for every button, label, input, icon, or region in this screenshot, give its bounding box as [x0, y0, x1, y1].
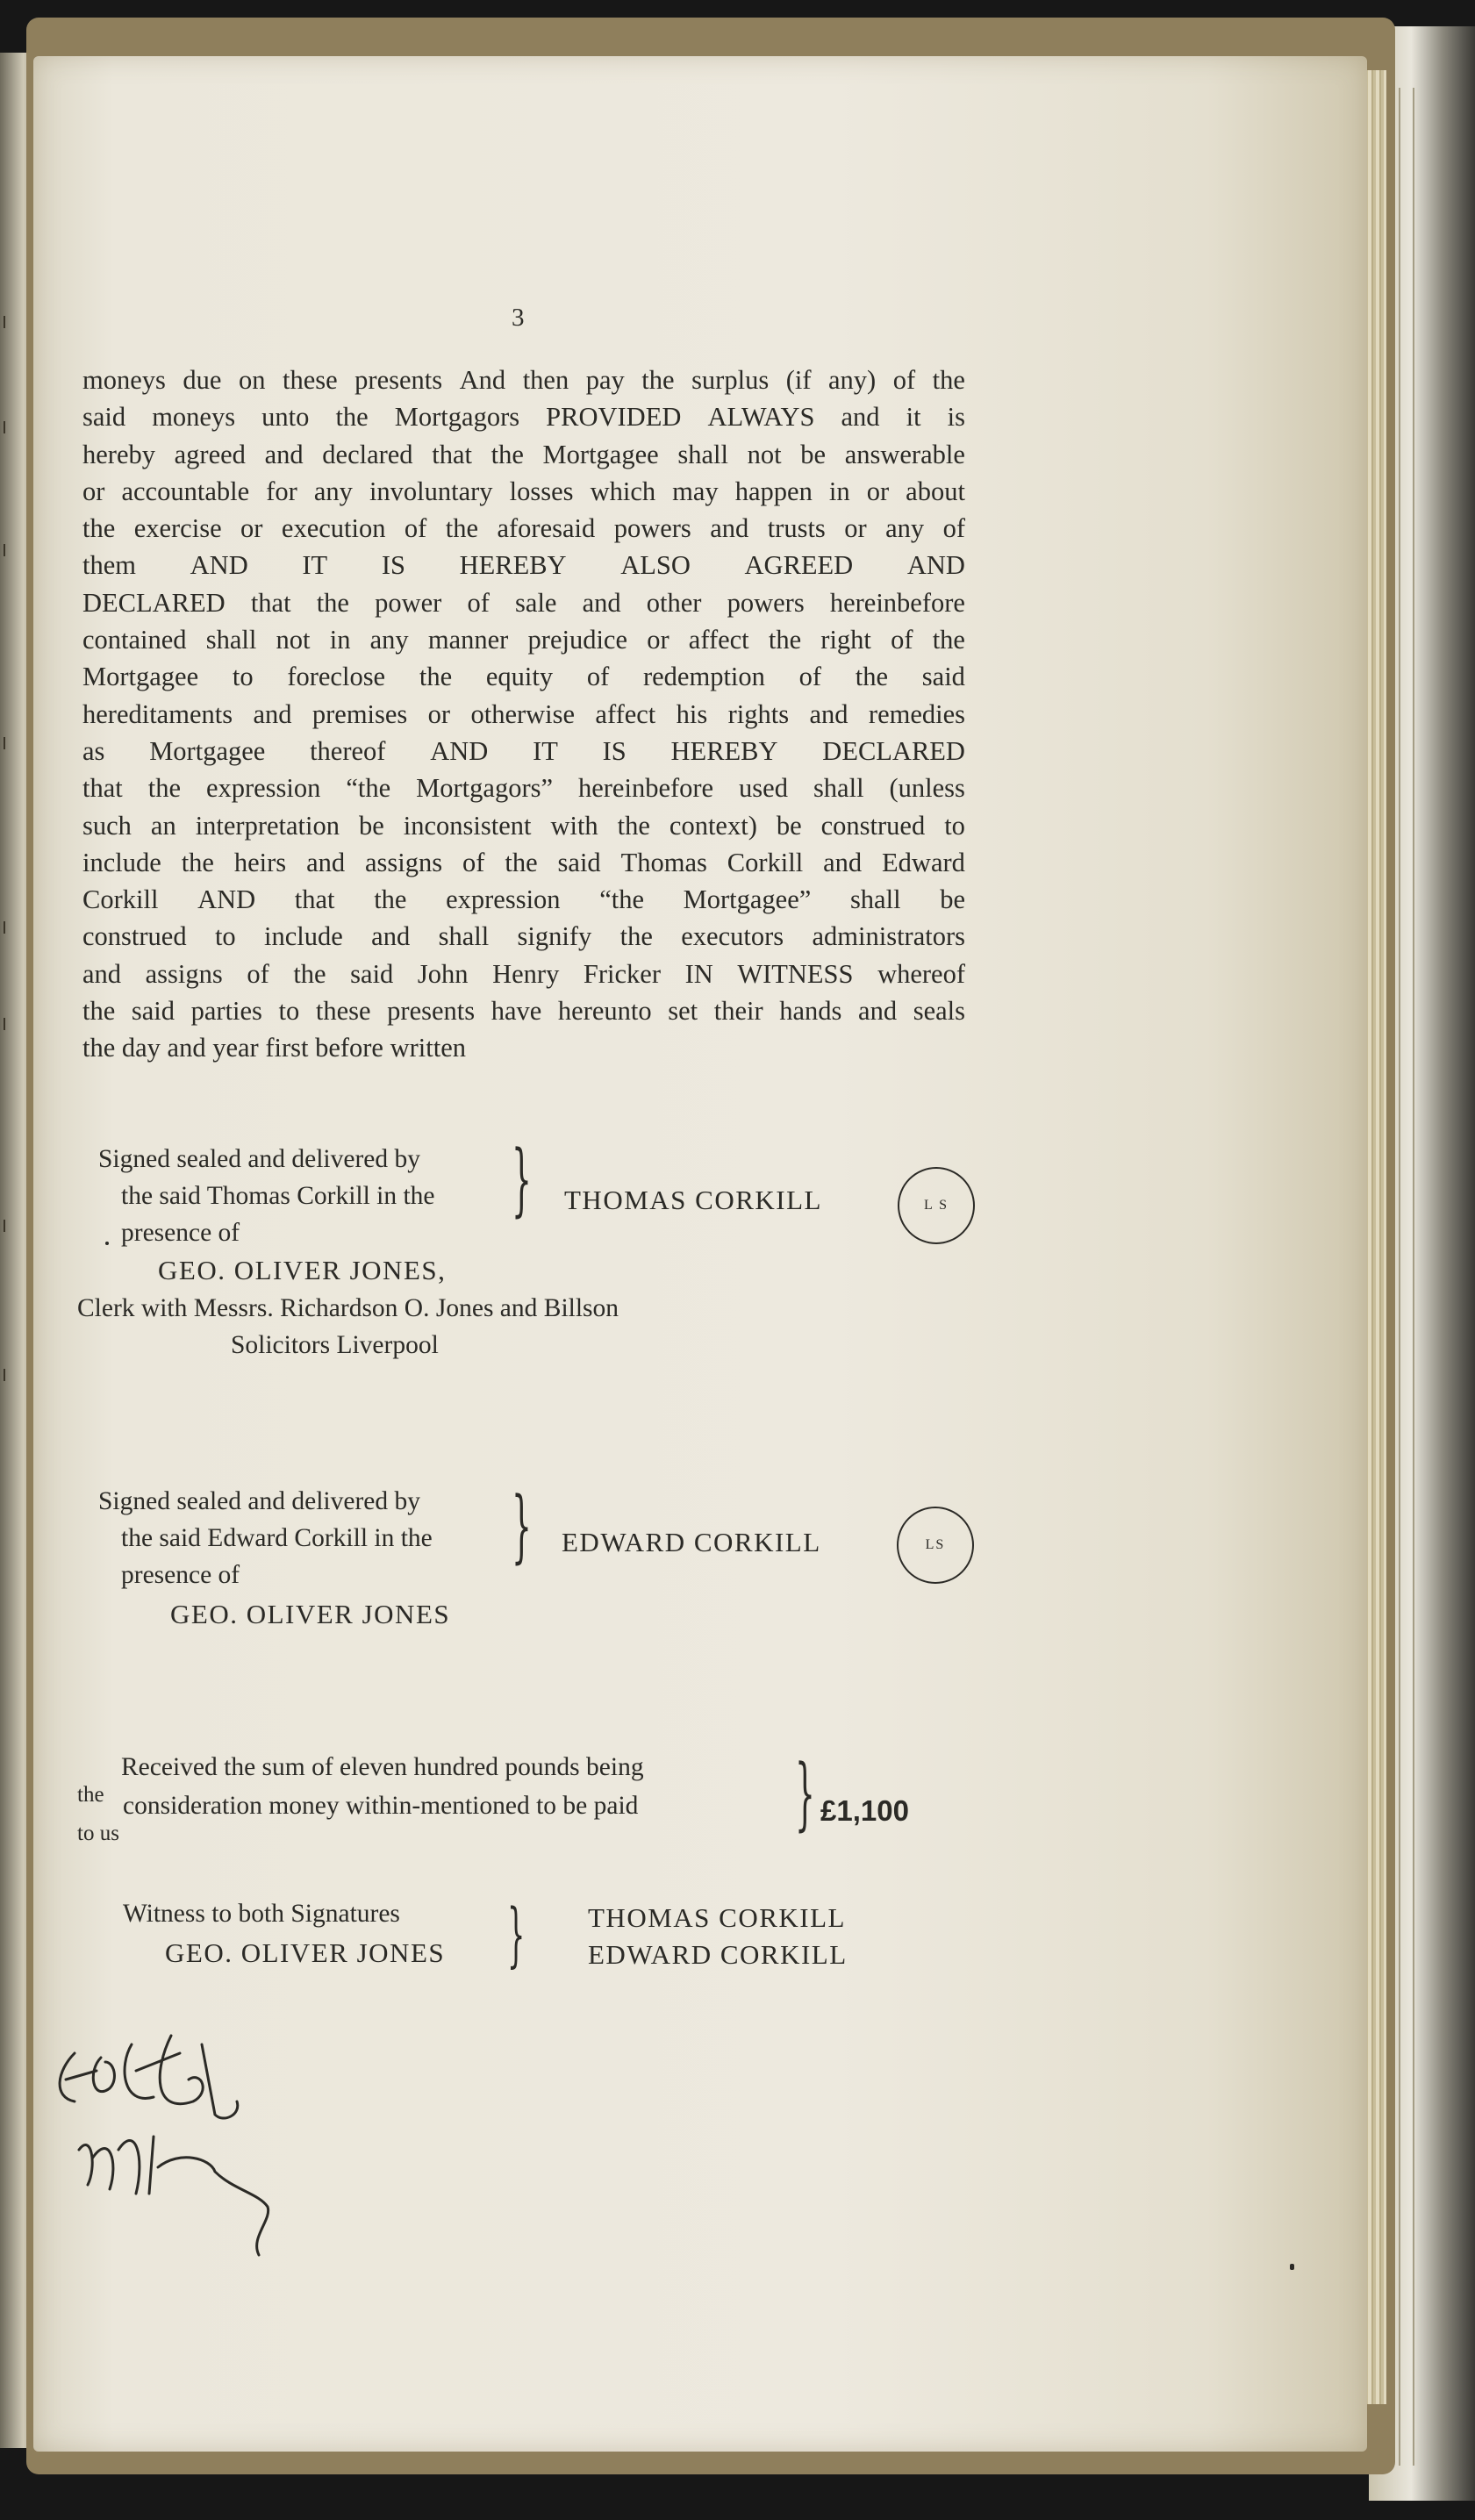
- body-word: Mortgagee: [82, 662, 199, 692]
- body-word: equity: [485, 662, 554, 692]
- body-word: said: [82, 402, 126, 433]
- body-word: accountable: [121, 476, 250, 506]
- receipt-amount: £1,100: [820, 1794, 909, 1827]
- body-word: to: [278, 996, 300, 1027]
- body-word: that: [432, 439, 472, 469]
- body-word: be: [800, 439, 827, 469]
- body-word: said: [350, 958, 394, 989]
- body-word: Corkill: [82, 884, 159, 915]
- body-word: of: [586, 662, 610, 692]
- body-word: the: [445, 513, 479, 544]
- body-word: for: [266, 476, 297, 506]
- body-word: set: [668, 996, 698, 1027]
- body-word: whereof: [877, 958, 965, 989]
- body-line: [82, 547, 965, 583]
- body-word: shall: [677, 439, 728, 469]
- body-word: Mortgagee: [149, 735, 266, 766]
- body-word: of: [798, 662, 822, 692]
- body-word: be: [358, 810, 384, 841]
- body-word: inconsistent: [403, 810, 532, 841]
- body-word: IS: [381, 550, 405, 581]
- ink-speck: [1290, 2264, 1294, 2270]
- body-word: IN: [684, 958, 713, 989]
- body-word: an: [150, 810, 176, 841]
- body-word: the: [768, 625, 802, 655]
- body-word: premises: [311, 698, 408, 729]
- body-word: assigns: [365, 847, 443, 877]
- body-word: and: [823, 847, 863, 877]
- body-word: of: [467, 587, 490, 618]
- body-word: then: [522, 365, 569, 395]
- body-line: [82, 658, 965, 695]
- body-word: of: [942, 513, 965, 544]
- receipt-brace: }: [795, 1748, 815, 1840]
- body-word: in: [329, 625, 351, 655]
- body-word: power: [375, 587, 442, 618]
- body-word: about: [906, 476, 965, 506]
- body-word: “the: [599, 884, 644, 915]
- handwritten-initials: [48, 2018, 294, 2264]
- witness-name: GEO. OLIVER JONES: [165, 1937, 446, 1968]
- body-word: prejudice: [527, 625, 627, 655]
- body-word: Thomas: [620, 847, 707, 877]
- sig2-line2: the said Edward Corkill in the: [121, 1524, 433, 1552]
- sig2-brace: }: [512, 1480, 532, 1572]
- body-word: AGREED: [744, 550, 854, 581]
- body-word: and: [841, 402, 880, 433]
- body-word: PROVIDED: [546, 402, 682, 433]
- body-word: used: [739, 773, 788, 804]
- body-word: surplus: [691, 365, 770, 395]
- body-word: the: [82, 996, 116, 1027]
- body-word: other: [646, 587, 702, 618]
- body-word: context): [669, 810, 757, 841]
- body-word: construed: [82, 921, 187, 952]
- body-word: HEREBY: [670, 735, 778, 766]
- body-word: and: [264, 439, 304, 469]
- body-word: include: [82, 847, 161, 877]
- body-word: presents: [387, 996, 476, 1027]
- body-word: any): [828, 365, 877, 395]
- body-word: DECLARED: [822, 735, 965, 766]
- body-word: the: [374, 884, 407, 915]
- body-word: And: [459, 365, 506, 395]
- body-word: hereinbefore: [577, 773, 714, 804]
- body-word: or: [844, 513, 867, 544]
- body-word: rights: [727, 698, 790, 729]
- body-word: the: [293, 958, 326, 989]
- body-word: or: [427, 698, 451, 729]
- body-line: [82, 881, 965, 918]
- body-word: be: [940, 884, 965, 915]
- sig2-witness: GEO. OLIVER JONES: [170, 1599, 451, 1629]
- body-word: to: [232, 662, 254, 692]
- body-word: agreed: [174, 439, 246, 469]
- body-word: and: [858, 996, 898, 1027]
- body-word: Fricker: [583, 958, 661, 989]
- body-line: [82, 1029, 965, 1066]
- body-word: and: [253, 698, 292, 729]
- body-word: or: [82, 476, 105, 506]
- body-word: the: [490, 439, 524, 469]
- witness-signer2: EDWARD CORKILL: [588, 1939, 848, 1970]
- witness-brace: }: [507, 1894, 526, 1975]
- body-word: pay: [585, 365, 625, 395]
- receipt-line2: consideration money within-mentioned to be paid: [123, 1792, 639, 1820]
- body-word: “the: [346, 773, 391, 804]
- body-line: [82, 918, 965, 955]
- body-word: construed: [820, 810, 926, 841]
- body-word: powers: [727, 587, 805, 618]
- body-word: thereof: [310, 735, 386, 766]
- body-word: that: [294, 884, 335, 915]
- body-word: affect: [595, 698, 656, 729]
- body-word: John: [417, 958, 469, 989]
- body-word: to: [944, 810, 965, 841]
- sig1-seal: L S: [898, 1167, 975, 1244]
- body-word: shall: [438, 921, 490, 952]
- body-word: have: [490, 996, 542, 1027]
- body-word: shall: [205, 625, 257, 655]
- body-word: any: [885, 513, 925, 544]
- body-word: aforesaid: [497, 513, 596, 544]
- body-word: presents: [354, 365, 443, 395]
- body-word: IS: [602, 735, 627, 766]
- body-word: on: [238, 365, 266, 395]
- body-word: sale: [515, 587, 557, 618]
- body-word: affect: [688, 625, 749, 655]
- body-word: remedies: [868, 698, 965, 729]
- body-word: Henry: [492, 958, 560, 989]
- body-word: or: [240, 513, 263, 544]
- body-word: is: [947, 402, 965, 433]
- body-word: or: [866, 476, 890, 506]
- body-word: Mortgagee: [542, 439, 659, 469]
- witness-signer1: THOMAS CORKILL: [588, 1902, 846, 1933]
- receipt-line3: to us: [77, 1822, 119, 1845]
- sig1-witness: GEO. OLIVER JONES,: [158, 1255, 447, 1285]
- body-line: [82, 621, 965, 658]
- body-word: these: [315, 996, 371, 1027]
- body-word: (unless: [889, 773, 965, 804]
- body-word: foreclose: [287, 662, 386, 692]
- body-word: Mortgagors”: [416, 773, 554, 804]
- receipt-line1: Received the sum of eleven hundred pounds being: [121, 1753, 644, 1781]
- body-word: be: [776, 810, 802, 841]
- body-word: right: [820, 625, 871, 655]
- body-word: manner: [427, 625, 509, 655]
- body-word: and: [82, 958, 122, 989]
- body-word: may: [672, 476, 719, 506]
- body-word: interpretation: [195, 810, 340, 841]
- sig1-brace: }: [512, 1134, 532, 1226]
- body-line: [82, 473, 965, 510]
- body-word: hereinbefore: [829, 587, 965, 618]
- body-word: ALSO: [620, 550, 691, 581]
- body-word: HEREBY: [459, 550, 567, 581]
- body-word: said: [557, 847, 601, 877]
- body-word: hands: [779, 996, 842, 1027]
- body-word: them: [82, 550, 136, 581]
- ink-speck: [105, 1242, 109, 1245]
- body-word: contained: [82, 625, 187, 655]
- body-word: not: [276, 625, 311, 655]
- body-word: involuntary: [369, 476, 493, 506]
- body-word: heirs: [233, 847, 287, 877]
- body-word: administrators: [812, 921, 965, 952]
- body-word: the: [505, 847, 538, 877]
- body-word: the: [316, 587, 349, 618]
- body-word: of: [891, 625, 913, 655]
- body-line: [82, 510, 965, 547]
- body-word: with: [550, 810, 598, 841]
- body-word: his: [676, 698, 708, 729]
- receipt-line2-pre: the: [77, 1783, 104, 1807]
- body-line: [82, 584, 965, 621]
- body-word: declared: [322, 439, 413, 469]
- body-word: not: [747, 439, 782, 469]
- body-word: Edward: [882, 847, 965, 877]
- body-word: include: [264, 921, 343, 952]
- body-word: DECLARED: [82, 587, 226, 618]
- body-word: losses: [509, 476, 574, 506]
- body-word: happen: [734, 476, 813, 506]
- body-word: answerable: [844, 439, 965, 469]
- body-word: expression: [205, 773, 321, 804]
- body-word: WITNESS: [737, 958, 854, 989]
- body-word: due: [183, 365, 222, 395]
- body-word: any: [369, 625, 409, 655]
- body-word: unto: [261, 402, 310, 433]
- body-line: [82, 770, 965, 806]
- body-word: shall: [813, 773, 864, 804]
- body-word: these: [282, 365, 338, 395]
- body-word: such: [82, 810, 132, 841]
- sig2-signer: EDWARD CORKILL: [562, 1527, 821, 1557]
- body-line-text: the day and year first before written: [82, 1033, 466, 1063]
- sig1-line2: the said Thomas Corkill in the: [121, 1182, 435, 1210]
- body-word: Corkill: [727, 847, 804, 877]
- body-line: [82, 956, 965, 992]
- body-word: signify: [517, 921, 592, 952]
- body-word: (if: [785, 365, 812, 395]
- body-word: moneys: [152, 402, 236, 433]
- body-word: the: [335, 402, 369, 433]
- body-word: and: [306, 847, 346, 877]
- body-word: the: [855, 662, 889, 692]
- sig2-line3: presence of: [121, 1561, 240, 1589]
- body-word: shall: [849, 884, 901, 915]
- sig1-witness-role: Clerk with Messrs. Richardson O. Jones and Billson: [77, 1294, 619, 1322]
- body-word: of: [247, 958, 269, 989]
- body-word: and: [710, 513, 749, 544]
- body-line: [82, 436, 965, 473]
- body-word: said: [131, 996, 175, 1027]
- body-word: seals: [913, 996, 965, 1027]
- body-word: executors: [681, 921, 784, 952]
- body-word: the: [147, 773, 181, 804]
- body-word: in: [828, 476, 850, 506]
- sig2-line1: Signed sealed and delivered by: [98, 1487, 420, 1515]
- body-word: which: [590, 476, 656, 506]
- body-word: moneys: [82, 365, 166, 395]
- body-word: hereby: [82, 439, 155, 469]
- body-word: exercise: [133, 513, 222, 544]
- body-word: IT: [533, 735, 558, 766]
- body-word: the: [617, 810, 650, 841]
- body-line: [82, 696, 965, 733]
- sig2-seal: LS: [897, 1507, 974, 1584]
- body-word: of: [404, 513, 427, 544]
- body-word: ALWAYS: [707, 402, 815, 433]
- body-word: hereunto: [557, 996, 652, 1027]
- body-word: AND: [197, 884, 256, 915]
- body-word: hereditaments: [82, 698, 233, 729]
- body-word: it: [906, 402, 921, 433]
- body-word: execution: [281, 513, 386, 544]
- body-word: Mortgagee”: [683, 884, 812, 915]
- body-word: expression: [446, 884, 561, 915]
- body-word: the: [932, 625, 965, 655]
- body-word: that: [82, 773, 123, 804]
- body-word: the: [932, 365, 965, 395]
- body-word: Mortgagors: [394, 402, 520, 433]
- body-word: to: [214, 921, 236, 952]
- body-word: and: [582, 587, 621, 618]
- body-word: that: [250, 587, 291, 618]
- body-word: powers: [613, 513, 691, 544]
- sig1-line1: Signed sealed and delivered by: [98, 1145, 420, 1173]
- body-line: [82, 844, 965, 881]
- body-word: their: [713, 996, 763, 1027]
- body-word: IT: [302, 550, 328, 581]
- body-word: or: [647, 625, 669, 655]
- page-number: 3: [512, 304, 525, 332]
- body-word: and: [809, 698, 848, 729]
- body-word: any: [313, 476, 353, 506]
- body-line: [82, 398, 965, 435]
- body-word: AND: [906, 550, 965, 581]
- body-word: AND: [430, 735, 489, 766]
- body-word: the: [419, 662, 453, 692]
- body-word: and: [371, 921, 411, 952]
- body-line: [82, 362, 965, 398]
- body-word: of: [462, 847, 485, 877]
- sig1-signer: THOMAS CORKILL: [564, 1185, 822, 1215]
- body-word: the: [619, 921, 653, 952]
- body-word: AND: [190, 550, 248, 581]
- body-word: trusts: [767, 513, 826, 544]
- body-line: [82, 733, 965, 770]
- body-line: [82, 807, 965, 844]
- body-word: the: [641, 365, 675, 395]
- body-word: of: [892, 365, 916, 395]
- body-word: otherwise: [470, 698, 576, 729]
- sig1-witness-firm: Solicitors Liverpool: [231, 1331, 439, 1359]
- body-word: assigns: [145, 958, 223, 989]
- body-word: the: [82, 513, 116, 544]
- body-word: said: [921, 662, 965, 692]
- deed-body: [82, 362, 965, 1067]
- body-word: redemption: [642, 662, 765, 692]
- body-word: parties: [190, 996, 262, 1027]
- body-line: [82, 992, 965, 1029]
- body-word: the: [181, 847, 214, 877]
- body-word: as: [82, 735, 105, 766]
- witness-label: Witness to both Signatures: [123, 1900, 400, 1928]
- sig1-line3: presence of: [121, 1219, 240, 1247]
